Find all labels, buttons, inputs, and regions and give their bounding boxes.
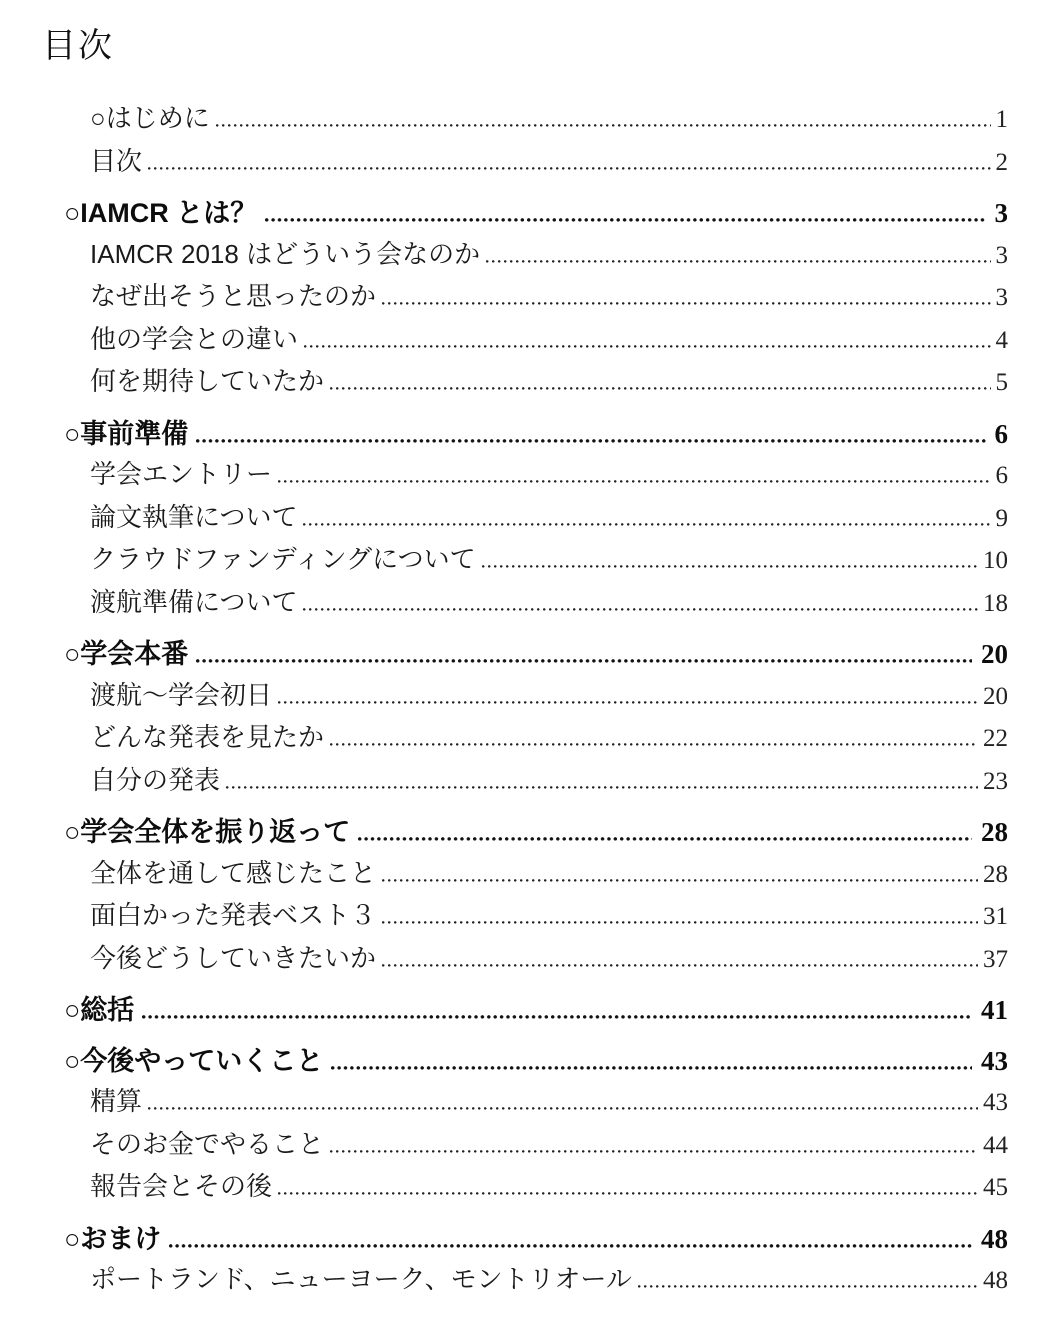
toc-sub-entry[interactable] [42, 1124, 1008, 1167]
dot-leader [304, 345, 990, 348]
dot-leader [330, 743, 978, 746]
toc-sub-entry[interactable] [42, 1259, 1008, 1302]
toc-entry-label: IAMCR 2018 はどういう会なのか [90, 238, 481, 269]
toc-entry-label: 他の学会との違い [90, 323, 299, 354]
toc-entry-label: ○学会全体を振り返って [64, 817, 351, 847]
dot-leader [330, 387, 990, 390]
toc-sub-entry[interactable] [42, 1081, 1008, 1124]
dot-leader [382, 921, 978, 924]
dot-leader [382, 964, 978, 967]
toc-sub-entry[interactable] [42, 582, 1008, 625]
dot-leader [226, 786, 978, 789]
toc-entry-label: 学会エントリー [90, 459, 273, 489]
dot-leader [638, 1285, 978, 1288]
toc-sub-entry[interactable] [42, 497, 1008, 540]
toc-sub-entry[interactable] [42, 675, 1008, 718]
dot-leader [265, 218, 985, 222]
dot-leader [358, 837, 972, 841]
toc-entry-page-number: 43 [983, 1089, 1008, 1116]
toc-sub-entry[interactable] [42, 760, 1008, 803]
page-title: 目次 [42, 27, 114, 65]
toc-entry-page-number: 37 [983, 945, 1008, 973]
dot-leader [482, 565, 978, 568]
toc-sub-entry[interactable] [42, 276, 1008, 319]
toc-entry-page-number: 45 [983, 1174, 1008, 1201]
dot-leader [382, 302, 990, 305]
toc-entry-page-number: 48 [981, 1223, 1008, 1254]
toc-entry-label: 報告会とその後 [90, 1171, 273, 1201]
toc-entry-page-number: 28 [983, 860, 1008, 888]
toc-entry-page-number: 9 [995, 504, 1008, 532]
toc-entry-page-number: 41 [981, 995, 1008, 1025]
toc-sub-entry[interactable] [42, 1166, 1008, 1209]
toc-entry-page-number: 3 [995, 284, 1008, 311]
toc-entry-page-number: 48 [983, 1267, 1008, 1294]
toc-entry-page-number: 18 [983, 589, 1008, 617]
toc-section-entry[interactable] [42, 412, 1008, 455]
toc-entry-page-number: 22 [983, 725, 1008, 752]
toc-sub-entry[interactable] [42, 141, 1008, 184]
toc-entry-page-number: 44 [983, 1131, 1008, 1159]
toc-entry-label: 渡航～学会初日 [90, 679, 273, 710]
toc-entry-label: ○総括 [64, 995, 135, 1025]
dot-leader [331, 1066, 972, 1070]
toc-sub-entry[interactable] [42, 319, 1008, 362]
toc-section-entry[interactable] [42, 191, 1008, 234]
toc-entry-label: 自分の発表 [90, 764, 221, 795]
toc-entry-page-number: 43 [981, 1045, 1008, 1076]
toc-entry-page-number: 23 [983, 767, 1008, 795]
toc-entry-label: 面白かった発表ベスト３ [90, 900, 377, 930]
dot-leader [216, 124, 991, 127]
toc-entry-page-number: 5 [995, 369, 1008, 396]
toc-entry-label: なぜ出そうと思ったのか [90, 281, 377, 311]
toc-entry-label: そのお金でやること [90, 1128, 325, 1159]
toc-entry-page-number: 3 [994, 198, 1008, 228]
toc-entry-page-number: 28 [981, 817, 1008, 847]
toc-entry-label: 今後どうしていきたいか [90, 942, 377, 973]
toc-section-entry[interactable] [42, 632, 1008, 675]
dot-leader [278, 480, 990, 483]
dot-leader [148, 1107, 978, 1110]
toc-entry-page-number: 20 [981, 639, 1008, 669]
dot-leader [142, 1015, 972, 1019]
toc-sub-entry[interactable] [42, 361, 1008, 404]
toc-entry-label: 何を期待していたか [90, 366, 325, 396]
toc-sub-entry[interactable] [42, 454, 1008, 497]
dot-leader [196, 659, 972, 663]
dot-leader [148, 167, 990, 170]
toc-entry-page-number: 31 [983, 903, 1008, 930]
toc-sub-entry[interactable] [42, 539, 1008, 582]
toc-sub-entry[interactable] [42, 895, 1008, 938]
dot-leader [278, 1192, 978, 1195]
toc-sub-entry[interactable] [42, 234, 1008, 277]
dot-leader [303, 523, 990, 526]
toc-section-entry[interactable] [42, 1039, 1008, 1082]
toc-list [42, 98, 1008, 1302]
dot-leader [169, 1244, 972, 1248]
toc-entry-label: 目次 [90, 145, 143, 176]
toc-entry-page-number: 1 [995, 106, 1008, 133]
dot-leader [486, 260, 990, 263]
toc-entry-label: ○事前準備 [64, 418, 189, 449]
toc-entry-page-number: 2 [995, 148, 1008, 176]
toc-entry-label: どんな発表を見たか [90, 722, 325, 752]
toc-entry-label: ○IAMCR とは？ [64, 198, 258, 228]
toc-sub-entry[interactable] [42, 938, 1008, 981]
toc-entry-label: ○学会本番 [64, 639, 189, 669]
toc-entry-page-number: 6 [995, 462, 1008, 489]
toc-entry-label: ○今後やっていくこと [64, 1045, 324, 1076]
dot-leader [196, 439, 985, 443]
toc-section-entry[interactable] [42, 810, 1008, 853]
toc-entry-label: 精算 [90, 1086, 143, 1116]
toc-entry-label: 全体を通して感じたこと [90, 857, 377, 888]
toc-entry-page-number: 10 [983, 547, 1008, 574]
dot-leader [278, 701, 978, 704]
toc-entry-label: ○おまけ [64, 1223, 162, 1254]
toc-sub-entry[interactable] [42, 717, 1008, 760]
toc-entry-page-number: 20 [983, 682, 1008, 710]
toc-entry-label: クラウドファンディングについて [90, 544, 476, 574]
dot-leader [382, 879, 978, 882]
toc-entry-label: ○はじめに [90, 103, 210, 133]
toc-entry-label: ポートランド、ニューヨーク、モントリオール [90, 1264, 632, 1294]
dot-leader [303, 608, 978, 611]
toc-section-entry[interactable] [42, 1217, 1008, 1260]
toc-sub-entry[interactable] [42, 853, 1008, 896]
toc-entry-page-number: 6 [994, 418, 1008, 449]
toc-entry-page-number: 4 [995, 326, 1008, 354]
toc-entry-page-number: 3 [995, 241, 1008, 269]
toc-entry-label: 論文執筆について [90, 501, 298, 532]
toc-entry-label: 渡航準備について [90, 586, 298, 617]
toc-section-entry[interactable] [42, 988, 1008, 1031]
dot-leader [330, 1150, 978, 1153]
toc-sub-entry[interactable] [42, 98, 1008, 141]
